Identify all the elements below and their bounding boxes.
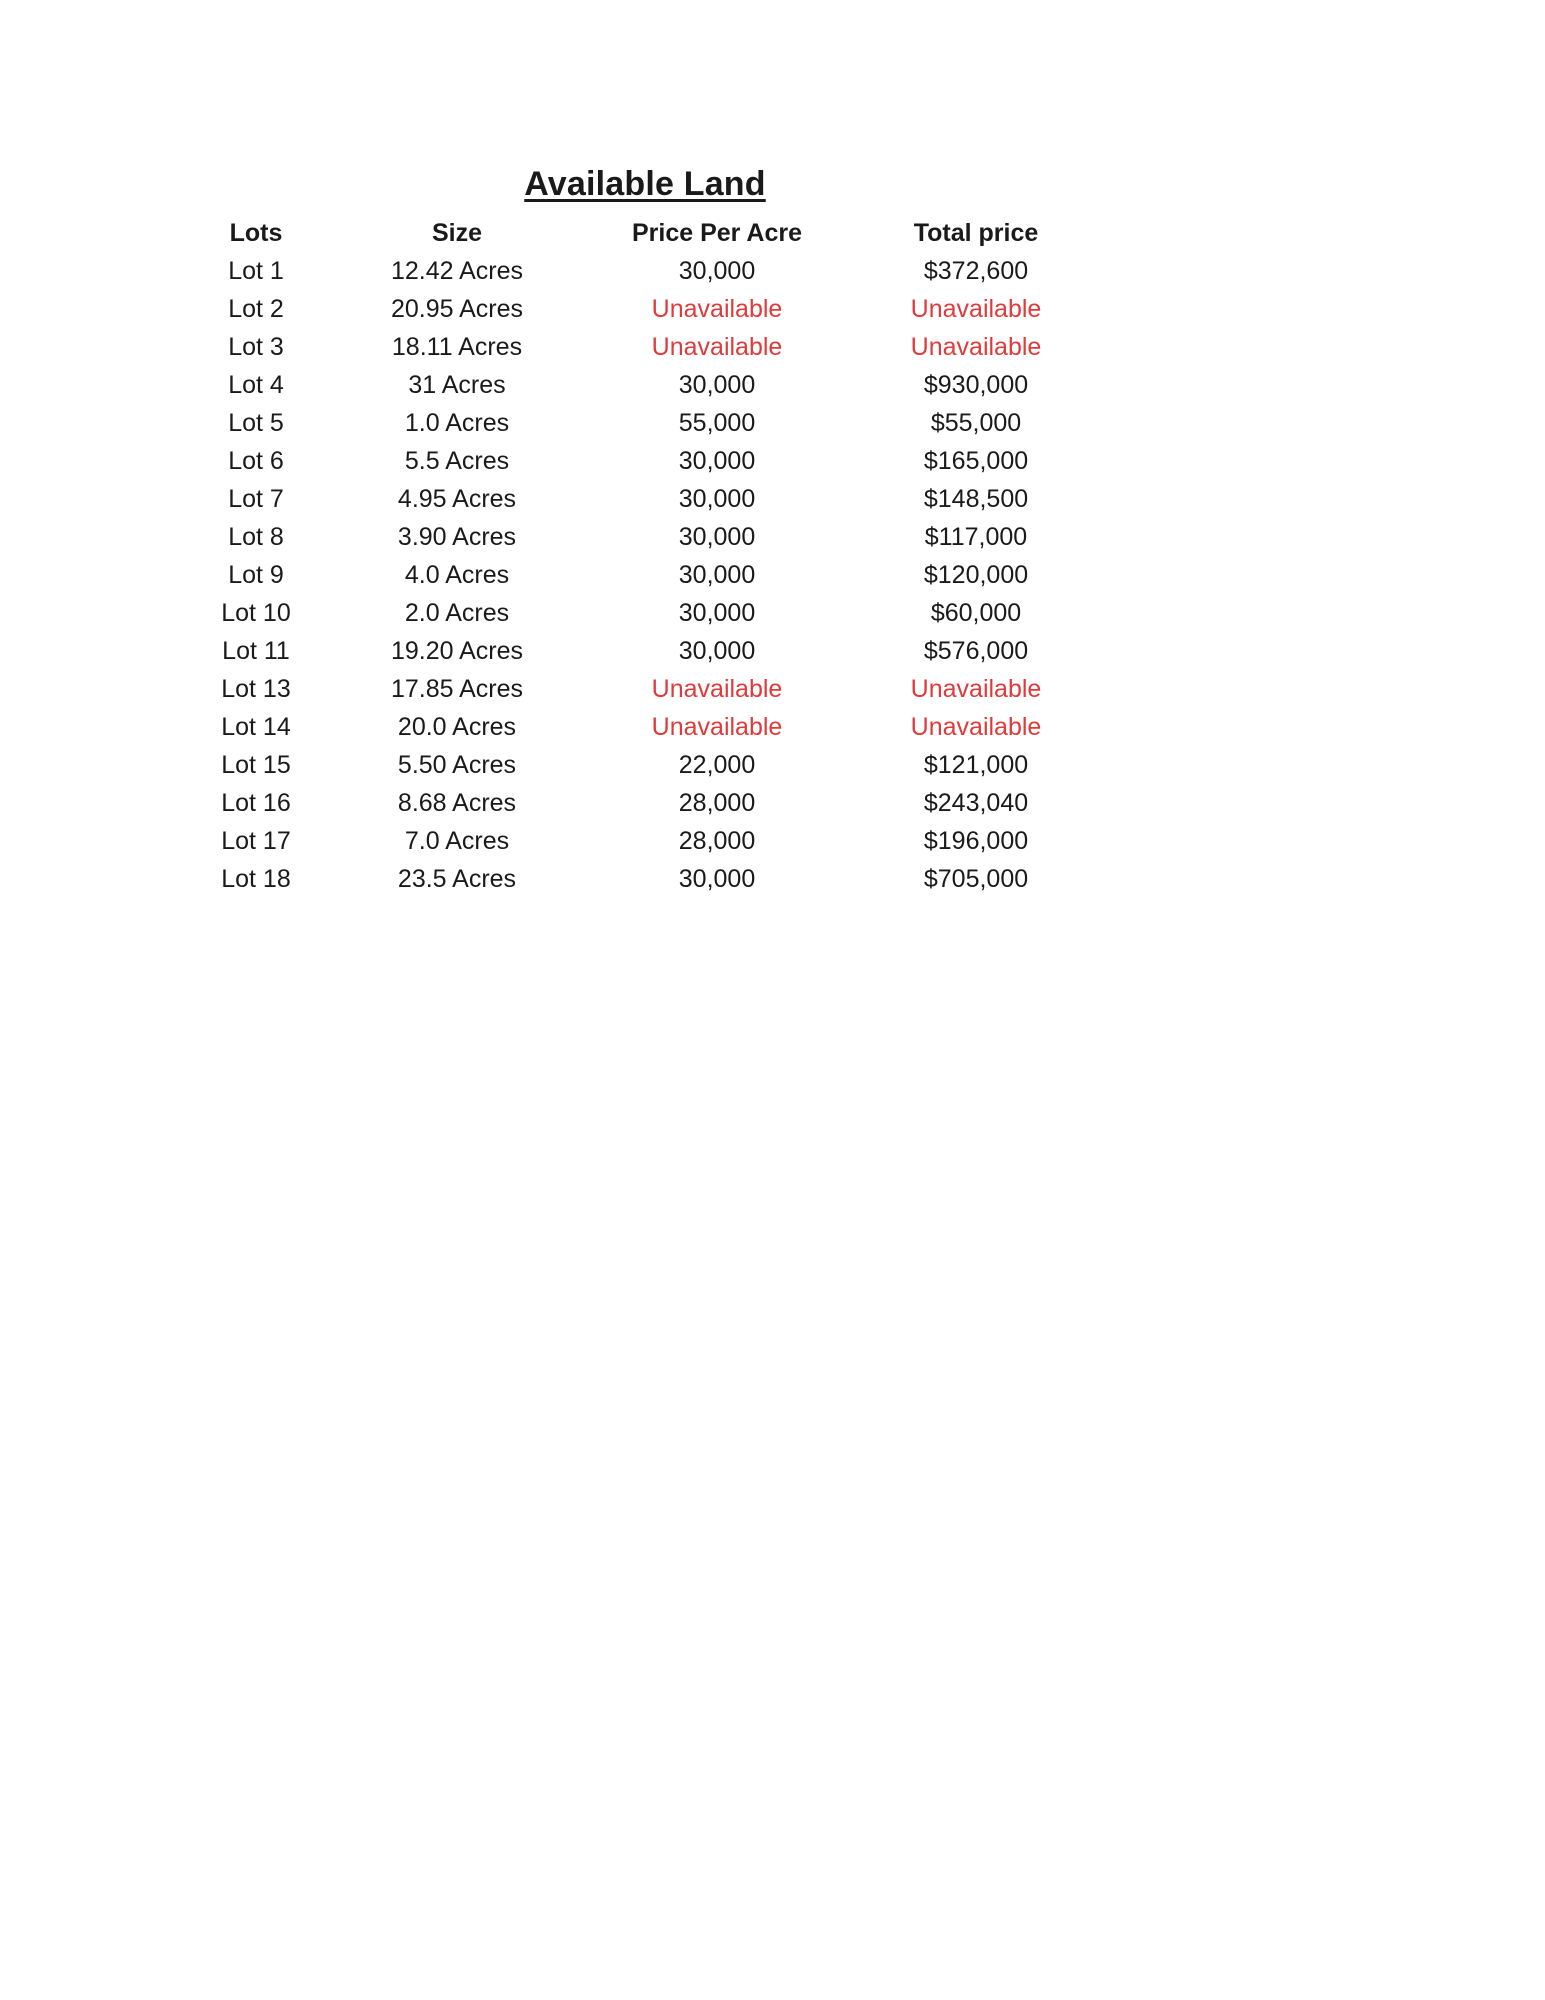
cell-lot: Lot 3 — [228, 332, 284, 361]
cell-total-price: $117,000 — [924, 522, 1028, 551]
cell-total-price: $243,040 — [923, 788, 1029, 817]
cell-lot: Lot 16 — [221, 788, 291, 817]
cell-lot: Lot 8 — [228, 522, 284, 551]
cell-size: 5.5 Acres — [404, 446, 510, 475]
table-row — [200, 556, 1120, 594]
cell-lot: Lot 4 — [228, 370, 284, 399]
header-price-per-acre: Price Per Acre — [631, 218, 803, 247]
cell-size: 12.42 Acres — [390, 256, 524, 285]
table-row — [200, 404, 1120, 442]
header-lots: Lots — [229, 218, 283, 247]
cell-price-per-acre: 30,000 — [678, 560, 756, 589]
cell-total-price: $372,600 — [923, 256, 1029, 285]
page-title: Available Land — [524, 165, 766, 203]
cell-total-price: Unavailable — [910, 674, 1042, 703]
cell-lot: Lot 9 — [228, 560, 284, 589]
table-row — [200, 328, 1120, 366]
table-row — [200, 442, 1120, 480]
cell-price-per-acre: 22,000 — [678, 750, 756, 779]
table-header-row — [200, 214, 1120, 252]
table-row — [200, 290, 1120, 328]
table-row — [200, 746, 1120, 784]
cell-total-price: $60,000 — [930, 598, 1022, 627]
cell-price-per-acre: Unavailable — [651, 332, 783, 361]
cell-size: 8.68 Acres — [397, 788, 517, 817]
cell-price-per-acre: 30,000 — [678, 484, 756, 513]
cell-size: 23.5 Acres — [397, 864, 517, 893]
cell-total-price: $121,000 — [923, 750, 1029, 779]
table-row — [200, 822, 1120, 860]
cell-size: 7.0 Acres — [404, 826, 510, 855]
cell-price-per-acre: 30,000 — [678, 370, 756, 399]
cell-total-price: Unavailable — [910, 332, 1042, 361]
cell-lot: Lot 13 — [221, 674, 291, 703]
table-row — [200, 784, 1120, 822]
table-row — [200, 252, 1120, 290]
cell-price-per-acre: 30,000 — [678, 256, 756, 285]
cell-size: 31 Acres — [408, 370, 506, 399]
table-row — [200, 480, 1120, 518]
cell-total-price: $196,000 — [923, 826, 1029, 855]
table-row — [200, 594, 1120, 632]
cell-total-price: $930,000 — [923, 370, 1029, 399]
cell-total-price: $55,000 — [930, 408, 1022, 437]
cell-lot: Lot 15 — [221, 750, 291, 779]
table-row — [200, 860, 1120, 898]
table-row — [200, 708, 1120, 746]
cell-lot: Lot 11 — [222, 636, 290, 665]
table-row — [200, 670, 1120, 708]
cell-lot: Lot 18 — [221, 864, 291, 893]
header-size: Size — [431, 218, 483, 247]
table-row — [200, 518, 1120, 556]
cell-price-per-acre: 55,000 — [678, 408, 756, 437]
cell-price-per-acre: 30,000 — [678, 446, 756, 475]
cell-price-per-acre: 30,000 — [678, 636, 756, 665]
cell-lot: Lot 10 — [221, 598, 291, 627]
cell-lot: Lot 7 — [228, 484, 284, 513]
cell-size: 20.0 Acres — [397, 712, 517, 741]
cell-total-price: $120,000 — [923, 560, 1029, 589]
cell-price-per-acre: Unavailable — [651, 712, 783, 741]
cell-total-price: $576,000 — [923, 636, 1029, 665]
cell-size: 2.0 Acres — [404, 598, 510, 627]
cell-size: 5.50 Acres — [397, 750, 517, 779]
cell-size: 4.95 Acres — [397, 484, 517, 513]
cell-size: 20.95 Acres — [390, 294, 524, 323]
table-row — [200, 632, 1120, 670]
cell-price-per-acre: 28,000 — [678, 788, 756, 817]
cell-size: 3.90 Acres — [397, 522, 517, 551]
cell-lot: Lot 5 — [228, 408, 284, 437]
cell-price-per-acre: Unavailable — [651, 294, 783, 323]
cell-total-price: $148,500 — [923, 484, 1029, 513]
cell-price-per-acre: Unavailable — [651, 674, 783, 703]
cell-total-price: Unavailable — [910, 294, 1042, 323]
cell-lot: Lot 17 — [221, 826, 291, 855]
cell-size: 4.0 Acres — [404, 560, 510, 589]
cell-size: 19.20 Acres — [390, 636, 524, 665]
cell-size: 1.0 Acres — [404, 408, 510, 437]
cell-lot: Lot 2 — [228, 294, 284, 323]
cell-price-per-acre: 30,000 — [678, 522, 756, 551]
cell-price-per-acre: 28,000 — [678, 826, 756, 855]
cell-total-price: $705,000 — [923, 864, 1029, 893]
cell-total-price: Unavailable — [910, 712, 1042, 741]
cell-total-price: $165,000 — [923, 446, 1029, 475]
cell-lot: Lot 6 — [228, 446, 284, 475]
header-total-price: Total price — [913, 218, 1039, 247]
cell-lot: Lot 14 — [221, 712, 291, 741]
cell-price-per-acre: 30,000 — [678, 598, 756, 627]
cell-lot: Lot 1 — [228, 256, 284, 285]
cell-size: 17.85 Acres — [390, 674, 524, 703]
cell-price-per-acre: 30,000 — [678, 864, 756, 893]
cell-size: 18.11 Acres — [391, 332, 523, 361]
table-row — [200, 366, 1120, 404]
table-body — [200, 252, 1120, 898]
land-table — [200, 214, 1120, 898]
